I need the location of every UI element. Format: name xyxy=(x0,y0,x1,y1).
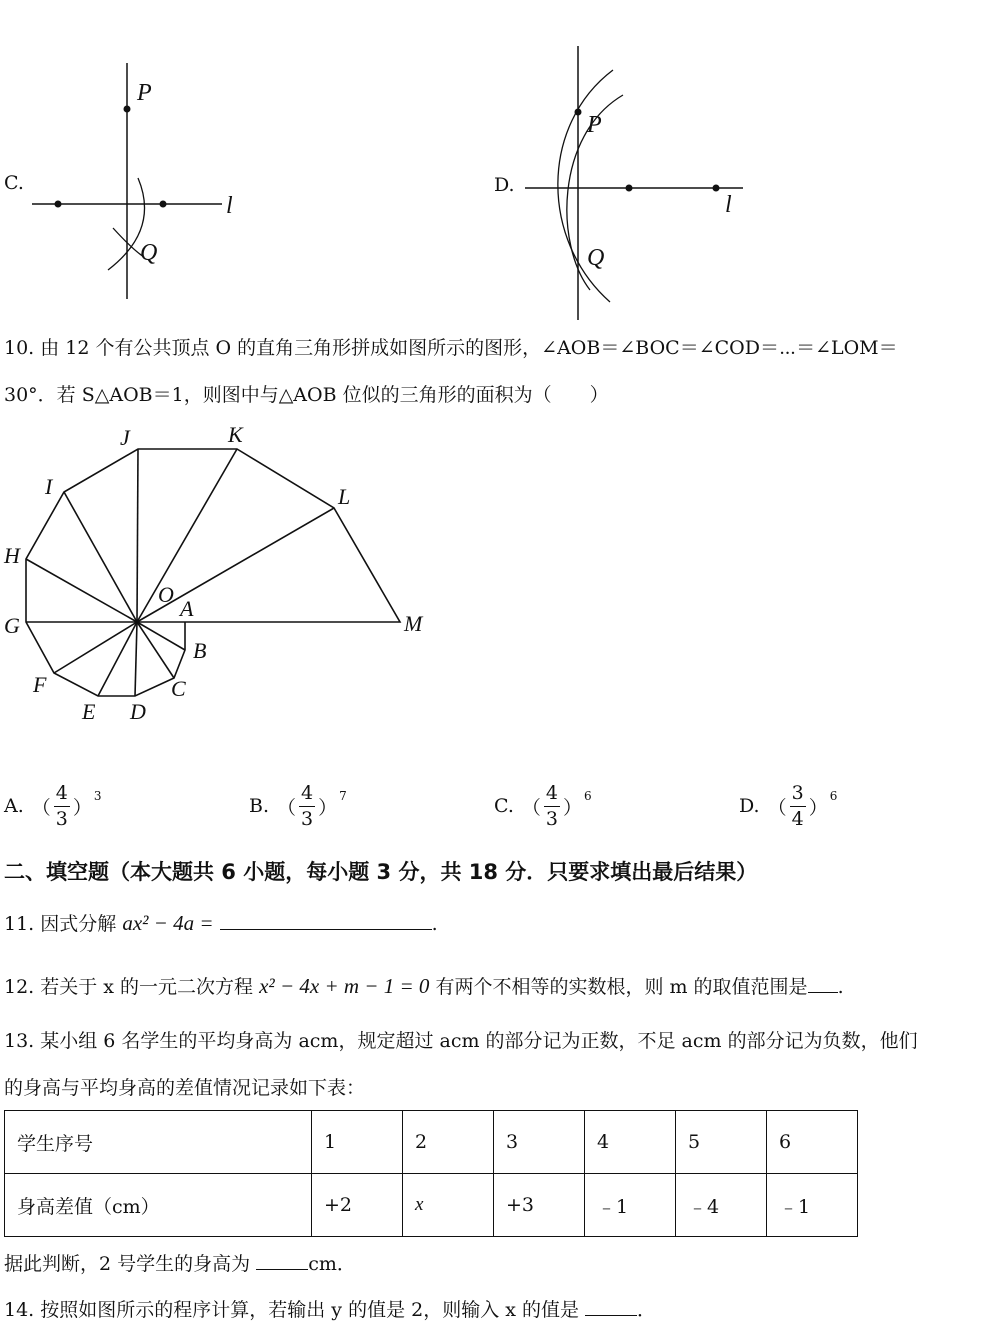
fraction: $\frac{4}{3}$ xyxy=(301,782,314,830)
label-l: l xyxy=(725,192,732,218)
q11: 11. 因式分解 ax² − 4a = . xyxy=(4,911,438,935)
table-header-cell: 3 xyxy=(494,1111,585,1174)
vertex-b: B xyxy=(193,638,207,663)
label-l: l xyxy=(226,193,233,219)
q10-option-b[interactable]: B. （ $\frac{4}{3}$ ） 7 xyxy=(249,782,347,830)
table-cell: ﹣1 xyxy=(585,1174,676,1237)
height-diff-table xyxy=(4,1110,858,1237)
table-cell: ﹣4 xyxy=(676,1174,767,1237)
vertex-k: K xyxy=(228,422,243,447)
figure-option-c xyxy=(20,55,260,305)
q11-answer-blank[interactable] xyxy=(220,929,432,930)
table-cell: +2 xyxy=(312,1174,403,1237)
fraction: $\frac{4}{3}$ xyxy=(55,782,68,830)
option-c-label: C. xyxy=(4,172,24,194)
q10-option-d[interactable]: D. （ $\frac{3}{4}$ ） 6 xyxy=(739,782,838,830)
vertex-d: D xyxy=(130,699,146,724)
vertex-e: E xyxy=(82,699,96,724)
fraction: $\frac{4}{3}$ xyxy=(545,782,559,830)
vertex-c: C xyxy=(171,676,186,701)
table-row xyxy=(5,1111,858,1174)
table-header-cell: 1 xyxy=(312,1111,403,1174)
vertex-g: G xyxy=(4,613,20,638)
vertex-o: O xyxy=(158,582,174,607)
q13-answer-blank[interactable] xyxy=(256,1269,308,1270)
table-header-cell: 2 xyxy=(403,1111,494,1174)
table-cell: ﹣1 xyxy=(767,1174,858,1237)
vertex-j: J xyxy=(120,425,130,450)
q10-line1: 10. 由 12 个有公共顶点 O 的直角三角形拼成如图所示的图形，∠AOB＝∠BOC＝∠COD＝⋯＝∠LOM＝ xyxy=(4,337,898,359)
q11-expression: ax² − 4a = xyxy=(122,911,214,935)
label-q: Q xyxy=(587,245,605,271)
table-header-cell: 4 xyxy=(585,1111,676,1174)
q13-line2: 的身高与平均身高的差值情况记录如下表： xyxy=(4,1077,366,1099)
table-header-cell: 学生序号 xyxy=(5,1111,312,1174)
q14-answer-blank[interactable] xyxy=(585,1315,637,1316)
vertex-f: F xyxy=(33,672,47,697)
vertex-a: A xyxy=(180,596,194,621)
vertex-m: M xyxy=(404,611,423,636)
figure-spiral-triangles xyxy=(0,420,440,730)
q12-answer-blank[interactable] xyxy=(808,992,838,993)
vertex-l: L xyxy=(338,484,351,509)
q10-option-a[interactable]: A. （ $\frac{4}{3}$ ） 3 xyxy=(4,782,102,830)
fraction: $\frac{3}{4}$ xyxy=(791,782,804,830)
label-p: P xyxy=(587,112,602,138)
section-heading: 二、填空题（本大题共 6 小题，每小题 3 分，共 18 分．只要求填出最后结果） xyxy=(4,860,758,884)
figure-option-d xyxy=(515,40,755,325)
q12: 12. 若关于 x 的一元二次方程 x² − 4x + m − 1 = 0 有两个不相等的实数根，则 m 的取值范围是 . xyxy=(4,974,844,998)
label-q: Q xyxy=(140,240,158,266)
option-d-label: D. xyxy=(494,174,515,196)
table-cell: x xyxy=(403,1174,494,1237)
q12-equation: x² − 4x + m − 1 = 0 xyxy=(259,974,430,998)
table-row xyxy=(5,1174,858,1237)
table-cell: 身高差值（cm） xyxy=(5,1174,312,1237)
q14: 14. 按照如图所示的程序计算，若输出 y 的值是 2，则输入 x 的值是 ． xyxy=(4,1299,657,1321)
q13-line1: 13. 某小组 6 名学生的平均身高为 acm，规定超过 acm 的部分记为正数，不足 acm 的部分记为负数，他们 xyxy=(4,1030,918,1052)
q10-line2: 30°．若 S△AOB＝1，则图中与△AOB 位似的三角形的面积为（ ） xyxy=(4,384,609,406)
q13-followup: 据此判断，2 号学生的身高为 cm． xyxy=(4,1253,356,1275)
vertex-h: H xyxy=(4,543,20,568)
table-header-cell: 6 xyxy=(767,1111,858,1174)
q10-option-c[interactable]: C. （ $\frac{4}{3}$ ） 6 xyxy=(494,782,592,830)
table-header-cell: 5 xyxy=(676,1111,767,1174)
table-cell: +3 xyxy=(494,1174,585,1237)
vertex-i: I xyxy=(45,474,53,499)
label-p: P xyxy=(137,80,152,106)
